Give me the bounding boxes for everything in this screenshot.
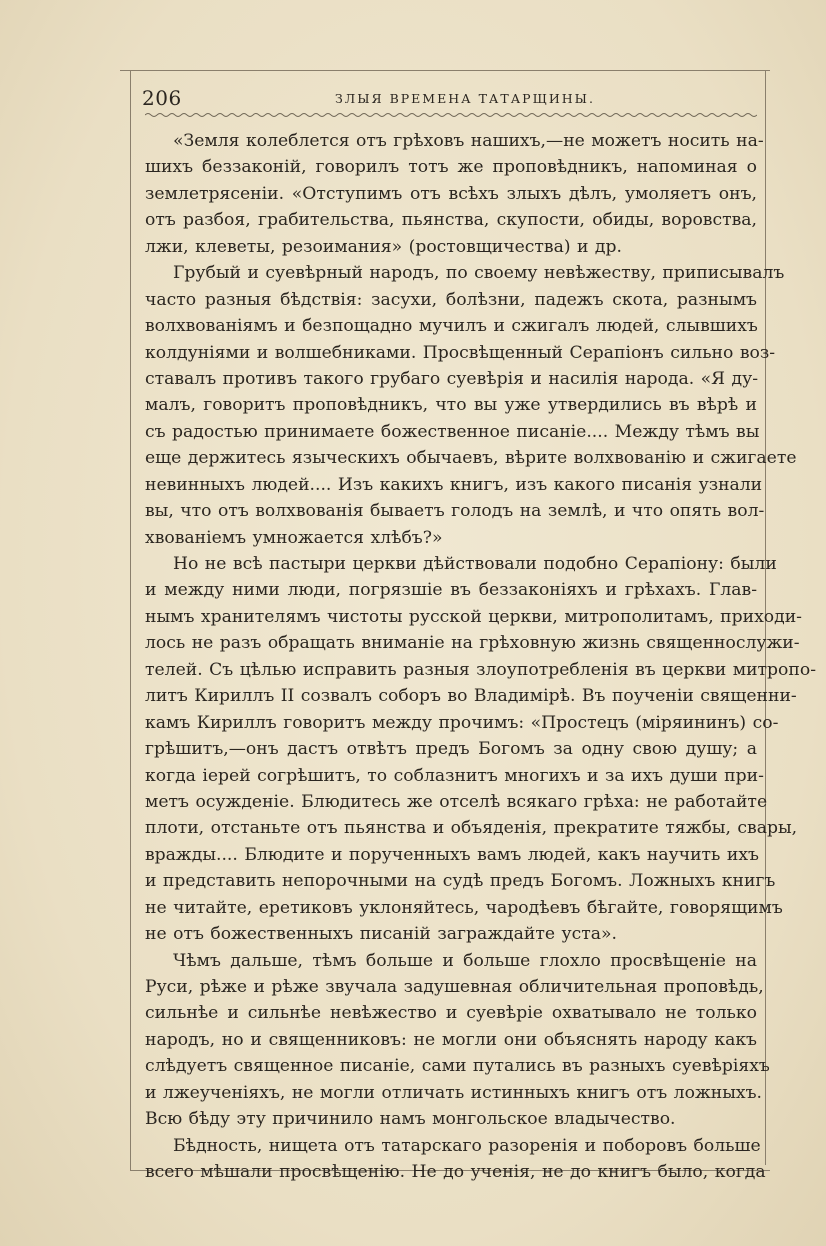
text-line: когда іерей согрѣшитъ, то соблазнитъ многихъ и за ихъ души при- — [145, 765, 764, 786]
text-line: «Земля колеблется отъ грѣховъ нашихъ,—не можетъ носить на- — [173, 131, 764, 151]
text-line: Грубый и суевѣрный народъ, по своему невѣжеству, приписывалъ — [173, 263, 785, 284]
text-line: съ радостью принимаете божественное писаніе.... Между тѣмъ вы — [145, 421, 760, 442]
text-line: Чѣмъ дальше, тѣмъ больше и больше глохло просвѣщеніе на — [173, 950, 757, 971]
text-line: не читайте, еретиковъ уклоняйтесь, чародѣевъ бѣгайте, говорящимъ — [145, 897, 783, 918]
text-line: малъ, говоритъ проповѣдникъ, что вы уже утвердились въ вѣрѣ и — [145, 395, 757, 416]
text-line: Всю бѣду эту причинило намъ монгольское владычество. — [145, 1109, 676, 1130]
text-line: Бѣдность, нищета отъ татарскаго разоренія и поборовъ больше — [173, 1135, 761, 1156]
text-line: телей. Съ цѣлью исправить разныя злоупотребленія въ церкви митропо- — [145, 659, 817, 680]
text-line: плоти, отстаньте отъ пьянства и объяденія, прекратите тяжбы, свары, — [145, 818, 798, 839]
text-line: народъ, но и священниковъ: не могли они объяснять народу какъ — [145, 1029, 757, 1050]
page-border-top — [120, 70, 770, 71]
text-line: ставалъ противъ такого грубаго суевѣрія и насилія народа. «Я ду- — [145, 368, 759, 389]
text-line: и лжеученіяхъ, не могли отличать истинныхъ книгъ отъ ложныхъ. — [145, 1082, 762, 1103]
running-title: ЗЛЫЯ ВРЕМЕНА ТАТАРЩИНЫ. — [335, 91, 595, 106]
text-line: хвованіемъ умножается хлѣбъ?» — [145, 527, 443, 548]
text-line: невинныхъ людей.... Изъ какихъ книгъ, изъ какого писанія узнали — [145, 474, 763, 495]
text-line: отъ разбоя, грабительства, пьянства, скупости, обиды, воровства, — [145, 210, 757, 231]
header-wavy-rule — [145, 112, 757, 118]
text-line: Но не всѣ пастыри церкви дѣйствовали подобно Серапіону: были — [173, 554, 777, 574]
text-line: шихъ беззаконій, говорилъ тотъ же проповѣдникъ, напоминая о — [145, 157, 757, 178]
text-line: не отъ божественныхъ писаній заграждайте уста». — [145, 924, 617, 945]
text-line: лось не разъ обращать вниманіе на грѣховную жизнь священнослужи- — [145, 633, 800, 654]
text-line: Руси, рѣже и рѣже звучала задушевная обличительная проповѣдь, — [145, 977, 764, 997]
body-text — [145, 128, 817, 1186]
text-line: сильнѣе и сильнѣе невѣжество и суевѣріе охватывало не только — [145, 1003, 757, 1024]
text-line: землетрясеніи. «Отступимъ отъ всѣхъ злыхъ дѣлъ, умоляетъ онъ, — [145, 183, 757, 204]
text-line: вражды.... Блюдите и порученныхъ вамъ людей, какъ научить ихъ — [145, 844, 759, 865]
text-line: волхвованіямъ и безпощадно мучилъ и сжигалъ людей, слывшихъ — [145, 316, 758, 337]
text-line: литъ Кириллъ II созвалъ соборъ во Владимірѣ. Въ поученіи священни- — [145, 686, 797, 707]
text-line: часто разныя бѣдствія: засухи, болѣзни, падежъ скота, разнымъ — [145, 289, 757, 310]
text-line: колдуніями и волшебниками. Просвѣщенный Серапіонъ сильно воз- — [145, 342, 776, 363]
text-line: метъ осужденіе. Блюдитесь же отселѣ всякаго грѣха: не работайте — [145, 791, 768, 812]
page-border-left — [130, 70, 131, 1170]
text-line: слѣдуетъ священное писаніе, сами путались въ разныхъ суевѣріяхъ — [145, 1056, 770, 1077]
text-line: еще держитесь языческихъ обычаевъ, вѣрите волхвованію и сжигаете — [145, 448, 797, 469]
text-line: грѣшитъ,—онъ дастъ отвѣтъ предъ Богомъ за одну свою душу; а — [145, 739, 757, 760]
text-line: лжи, клеветы, резоимания» (ростовщичества) и др. — [145, 236, 622, 257]
text-line: камъ Кириллъ говоритъ между прочимъ: «Простецъ (міряининъ) со- — [145, 712, 779, 733]
text-line: и представить непорочными на судѣ предъ Богомъ. Ложныхъ книгъ — [145, 871, 776, 892]
text-line: и между ними люди, погрязшіе въ беззаконіяхъ и грѣхахъ. Глав- — [145, 580, 757, 601]
text-line: вы, что отъ волхвованія бываетъ голодъ на землѣ, и что опять вол- — [145, 501, 765, 522]
text-line: нымъ хранителямъ чистоты русской церкви, митрополитамъ, приходи- — [145, 606, 802, 627]
text-line: всего мѣшали просвѣщенію. Не до ученія, не до книгъ было, когда — [145, 1162, 766, 1183]
page-number: 206 — [142, 86, 182, 110]
